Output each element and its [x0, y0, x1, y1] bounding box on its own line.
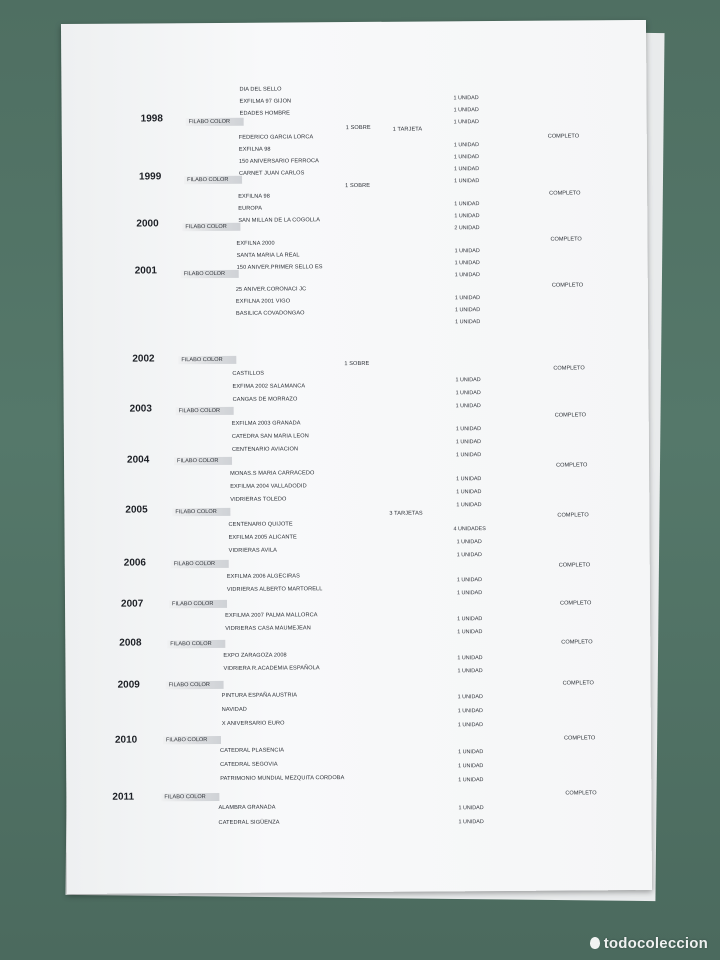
- year-label: 2005: [125, 504, 148, 516]
- filabo-label: FILABO COLOR: [186, 118, 244, 126]
- item-qty: 1 UNIDAD: [457, 655, 483, 662]
- year-label: 2006: [123, 557, 147, 569]
- item-qty: 1 UNIDAD: [454, 201, 480, 208]
- watermark-text: todocoleccion: [603, 935, 708, 952]
- status-complete: COMPLETO: [556, 462, 588, 469]
- year-label: 2000: [136, 218, 159, 230]
- item-qty: 1 UNIDAD: [456, 476, 482, 483]
- tarjeta-note: 1 TARJETA: [392, 126, 423, 133]
- item-name: EDADES HOMBRE: [239, 110, 291, 117]
- item-qty: 1 UNIDAD: [454, 307, 481, 314]
- filabo-label: FILABO COLOR: [161, 793, 219, 801]
- item-qty: 1 UNIDAD: [458, 763, 484, 770]
- item-qty: 1 UNIDAD: [453, 142, 480, 149]
- item-name: EXFILNA 98: [238, 146, 271, 153]
- year-label: 2001: [134, 265, 157, 277]
- status-complete: COMPLETO: [547, 133, 580, 140]
- item-qty: 1 UNIDAD: [453, 107, 479, 114]
- item-qty: 1 UNIDAD: [455, 403, 481, 410]
- status-complete: COMPLETO: [551, 282, 584, 289]
- filabo-label: FILABO COLOR: [181, 270, 239, 278]
- item-name: EUROPA: [238, 205, 263, 212]
- item-qty: 1 UNIDAD: [453, 166, 480, 173]
- sobre-note: 1 SOBRE: [344, 360, 370, 368]
- item-name: MONAS.S MARIA CARRACEDO: [230, 470, 315, 477]
- filabo-label: FILABO COLOR: [167, 640, 225, 648]
- item-name: VIDRIERA R.ACADEMIA ESPAÑOLA: [223, 665, 320, 672]
- status-complete: COMPLETO: [565, 790, 597, 797]
- year-label: 2009: [117, 679, 140, 691]
- filabo-label: FILABO COLOR: [174, 457, 232, 465]
- status-complete: COMPLETO: [554, 412, 587, 419]
- item-name: CANGAS DE MORRAZO: [232, 396, 298, 403]
- item-qty: 1 UNIDAD: [453, 154, 480, 161]
- filabo-label: FILABO COLOR: [169, 600, 227, 608]
- site-watermark: [590, 935, 708, 952]
- filabo-label: FILABO COLOR: [172, 508, 230, 516]
- status-complete: COMPLETO: [562, 680, 594, 687]
- item-qty: 1 UNIDAD: [456, 590, 483, 597]
- year-label: 2008: [119, 637, 142, 649]
- item-name: CATEDRAL PLASENCIA: [220, 747, 285, 754]
- item-name: CATEDRA SAN MARIA LEON: [231, 433, 309, 440]
- item-qty: 1 UNIDAD: [458, 777, 484, 784]
- item-name: PATRIMONIO MUNDIAL MEZQUITA CORDOBA: [220, 775, 345, 782]
- status-complete: COMPLETO: [558, 562, 591, 569]
- document-sheet: [61, 20, 652, 894]
- item-name: FEDERICO GARCIA LORCA: [238, 134, 314, 141]
- item-name: PINTURA ESPAÑA AUSTRIA: [221, 692, 298, 699]
- item-name: BASILICA COVADONGAO: [235, 310, 305, 317]
- item-name: EXFILMA 2004 VALLADODID: [230, 483, 307, 490]
- item-qty: 1 UNIDAD: [454, 248, 480, 255]
- item-qty: 1 UNIDAD: [457, 694, 483, 701]
- item-name: EXFILNA 2001 VIGO: [235, 298, 291, 305]
- year-label: 1999: [139, 171, 162, 183]
- item-qty: 1 UNIDAD: [457, 708, 483, 715]
- status-complete: COMPLETO: [549, 190, 581, 197]
- year-label: 2002: [132, 353, 155, 365]
- item-qty: 1 UNIDAD: [455, 426, 482, 433]
- item-name: SAN MILLAN DE LA COGOLLA: [238, 217, 321, 224]
- item-qty: 1 UNIDAD: [456, 577, 483, 584]
- item-qty: 1 UNIDAD: [455, 390, 481, 397]
- filabo-label: FILABO COLOR: [176, 407, 234, 415]
- item-name: CARNET JUAN CARLOS: [238, 170, 305, 177]
- item-name: VIDRIERAS CASA MAUMEJEAN: [225, 625, 311, 632]
- item-name: 150 ANIVER.PRIMER SELLO ES: [236, 264, 323, 271]
- item-qty: 1 UNIDAD: [457, 722, 484, 729]
- item-name: VIDRIERAS ALBERTO MARTORELL: [226, 586, 323, 593]
- watermark-logo-icon: [590, 937, 600, 949]
- item-qty: 1 UNIDAD: [453, 95, 479, 102]
- item-name: VIDRIERAS TOLEDO: [230, 496, 287, 503]
- item-name: NAVIDAD: [221, 706, 247, 713]
- item-name: CATEDRAL SEGOVIA: [220, 761, 278, 768]
- item-name: EXFILMA 2005 ALICANTE: [228, 534, 297, 541]
- status-complete: COMPLETO: [550, 236, 582, 243]
- item-qty: 1 UNIDAD: [456, 552, 482, 559]
- tarjetas-note: 3 TARJETAS: [389, 510, 423, 517]
- year-label: 2011: [112, 791, 135, 803]
- item-qty: 1 UNIDAD: [454, 213, 480, 220]
- item-name: 150 ANIVERSARIO FERROCA: [238, 158, 319, 165]
- item-name: EXFIMA 2002 SALAMANCA: [232, 383, 306, 390]
- item-qty: 1 UNIDAD: [453, 119, 479, 126]
- year-label: 1998: [140, 113, 163, 125]
- item-name: CASTILLOS: [232, 370, 265, 377]
- filabo-label: FILABO COLOR: [163, 736, 221, 744]
- item-qty: 1 UNIDAD: [454, 295, 481, 302]
- item-qty: 1 UNIDAD: [458, 749, 484, 756]
- filabo-label: FILABO COLOR: [171, 560, 229, 568]
- item-name: SANTA MARIA LA REAL: [236, 252, 300, 259]
- item-name: ALAMBRA GRANADA: [218, 804, 276, 811]
- status-complete: COMPLETO: [561, 639, 593, 646]
- status-complete: COMPLETO: [557, 512, 589, 519]
- item-name: EXPO ZARAGOZA 2008: [223, 652, 287, 659]
- filabo-label: FILABO COLOR: [166, 681, 224, 689]
- item-qty: 1 UNIDAD: [456, 502, 482, 509]
- filabo-label: FILABO COLOR: [178, 356, 236, 364]
- item-qty: 1 UNIDAD: [457, 668, 483, 675]
- item-qty: 1 UNIDAD: [454, 178, 480, 185]
- item-name: EXFILNA 98: [238, 193, 270, 200]
- item-name: EXFILMA 2006 ALGECIRAS: [226, 573, 300, 580]
- item-name: EXFILMA 2003 GRANADA: [231, 420, 301, 427]
- status-complete: COMPLETO: [553, 365, 585, 372]
- sobre-note: 1 SOBRE: [345, 182, 371, 190]
- item-qty: 1 UNIDAD: [454, 272, 480, 279]
- item-qty: 1 UNIDAD: [455, 319, 481, 326]
- item-qty: 1 UNIDAD: [455, 377, 481, 384]
- year-label: 2003: [129, 403, 152, 415]
- item-name: DIA DEL SELLO: [239, 86, 282, 93]
- filabo-label: FILABO COLOR: [182, 223, 240, 231]
- item-name: CENTENARIO QUIJOTE: [228, 521, 293, 528]
- item-qty: 1 UNIDAD: [457, 616, 483, 623]
- year-label: 2004: [126, 454, 150, 466]
- item-qty: 2 UNIDAD: [454, 225, 480, 232]
- item-name: CATEDRAL SIGÜENZA: [218, 819, 280, 826]
- status-complete: COMPLETO: [563, 735, 596, 742]
- item-qty: 1 UNIDAD: [458, 819, 484, 826]
- item-qty: 1 UNIDAD: [456, 539, 482, 546]
- item-name: CENTENARIO AVIACION: [231, 446, 299, 453]
- item-qty: 1 UNIDAD: [455, 452, 482, 459]
- item-qty: 1 UNIDAD: [457, 629, 483, 636]
- item-qty: 4 UNIDADES: [453, 526, 486, 533]
- item-name: EXFILMA 2007 PALMA MALLORCA: [225, 612, 318, 619]
- sobre-note: 1 SOBRE: [345, 124, 371, 132]
- item-qty: 1 UNIDAD: [454, 260, 480, 267]
- item-qty: 1 UNIDAD: [458, 805, 484, 812]
- item-name: 25 ANIVER.CORONACI JC: [235, 286, 307, 293]
- year-label: 2007: [120, 598, 144, 610]
- item-qty: 1 UNIDAD: [456, 489, 482, 496]
- item-qty: 1 UNIDAD: [455, 439, 482, 446]
- filabo-label: FILABO COLOR: [184, 176, 242, 184]
- item-name: X ANIVERSARIO EURO: [221, 720, 285, 727]
- status-complete: COMPLETO: [560, 600, 592, 607]
- year-label: 2010: [114, 734, 138, 746]
- item-name: EXFILNA 2000: [236, 240, 275, 247]
- item-name: VIDRIERAS AVILA: [228, 547, 278, 554]
- item-name: EXFILMA 97 GIJON: [239, 98, 292, 105]
